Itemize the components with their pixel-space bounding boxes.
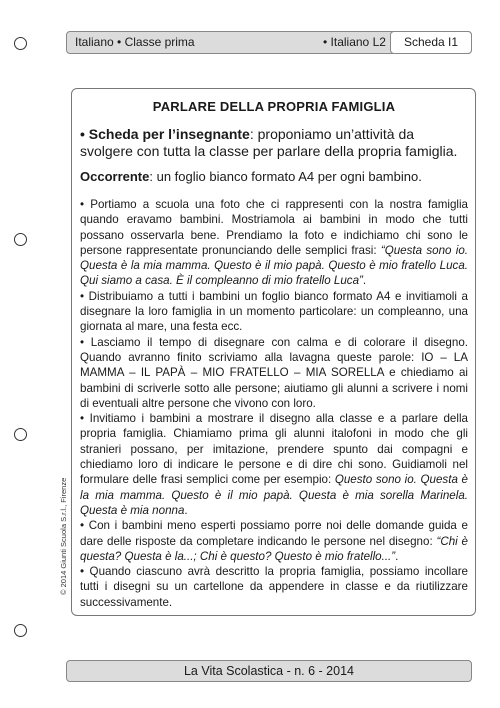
materials-label: Occorrente [80, 169, 150, 184]
bullet-3 [80, 335, 468, 411]
page-title: PARLARE DELLA PROPRIA FAMIGLIA [152, 99, 396, 114]
binder-hole-2 [14, 233, 27, 246]
bullet-4 [80, 411, 468, 518]
teacher-text: : proponiamo un’attività da svolgere con tutta la classe per parlare della propria famiglia. [80, 126, 458, 159]
bullet-3-text: • Lasciamo il tempo di disegnare con calma e di colorare il disegno. Quando avranno finito scriviamo alla lavagna queste parole: IO – LA MAMMA – IL PAPÀ – MIO FRATELLO – MIA SORELLA e chiediamo ai bambini di scriverle sotto alle persone; aiutiamo gli alunni a scrivere i nomi di eventuali altre persone che vivono con loro. [80, 335, 468, 410]
bullet-5-text: • Con i bambini meno esperti possiamo porre noi delle domande guida e dare delle risposte da completare indicando le persone nel disegno: [80, 519, 468, 548]
binder-hole-3 [14, 428, 27, 441]
card-content [80, 99, 468, 610]
bullet-5-example: “Chi è questa? Questa è la...; Chi è questo? Questo è mio fratello...” [80, 534, 468, 563]
level-label: • Italiano L2 [323, 35, 386, 49]
header-bar [66, 31, 472, 54]
teacher-label: • Scheda per l’insegnante [80, 126, 250, 142]
bullet-5-tail: . [395, 549, 399, 563]
materials-line [80, 169, 468, 185]
bullet-4-example: Questo sono io. Questa è la mia mamma. Questo è il mio papà. Questa è mia sorella Marinela. Questa è mia nonna [80, 473, 468, 517]
binder-hole-4 [14, 624, 27, 637]
bullet-6-text: • Quando ciascuno avrà descritto la propria famiglia, possiamo incollare tutti i disegni su un cartellone da appendere in classe e da riutilizzare successivamente. [80, 565, 468, 609]
footer-bar: La Vita Scolastica - n. 6 - 2014 [66, 660, 472, 682]
bullet-4-tail: . [184, 503, 188, 517]
bullet-2 [80, 289, 468, 335]
bullet-2-text: • Distribuiamo a tutti i bambini un foglio bianco formato A4 e invitiamoli a disegnare la loro famiglia in un momento particolare: un compleanno, una giornata al mare, una festa ecc. [80, 289, 468, 334]
bullet-1-example: “Questa sono io. Questa è la mia mamma. Questo è il mio papà. Questo è mio fratello Luca. Qui siamo a casa. È il compleanno di mio fratello Luca” [80, 243, 468, 288]
teacher-intro [80, 126, 468, 159]
bullet-1 [80, 197, 468, 289]
bullet-1-text: • Portiamo a scuola una foto che ci rappresenti con la nostra famiglia quando eravamo bambini. Mostriamola ai bambini in modo che tutti possano osservarla bene. Prendiamo la foto e indichiamo chi sono le persone rappresentate pronunciando delle semplici frasi: [80, 198, 468, 257]
bullet-1-tail: . [362, 274, 367, 288]
subject-label: Italiano • Classe prima [75, 35, 195, 49]
bullet-5 [80, 518, 468, 564]
materials-text: : un foglio bianco formato A4 per ogni bambino. [149, 169, 422, 184]
copyright-notice: © 2014 Giunti Scuola S.r.l., Firenze [59, 477, 68, 595]
worksheet-card [71, 88, 476, 616]
sheet-tab: Scheda I1 [390, 31, 472, 54]
bullet-6 [80, 564, 468, 610]
binder-hole-1 [14, 37, 27, 50]
bullet-4-text: • Invitiamo i bambini a mostrare il disegno alla classe e a parlare della propria famiglia. Chiamiamo prima gli alunni italofoni in modo che gli stranieri possano, per imitazione, prendere spunto dai compagni e chiediamo loro di indicare le persone e di dire chi sono. Guidiamoli nel formulare delle frasi semplici come per esempio: [80, 412, 468, 487]
